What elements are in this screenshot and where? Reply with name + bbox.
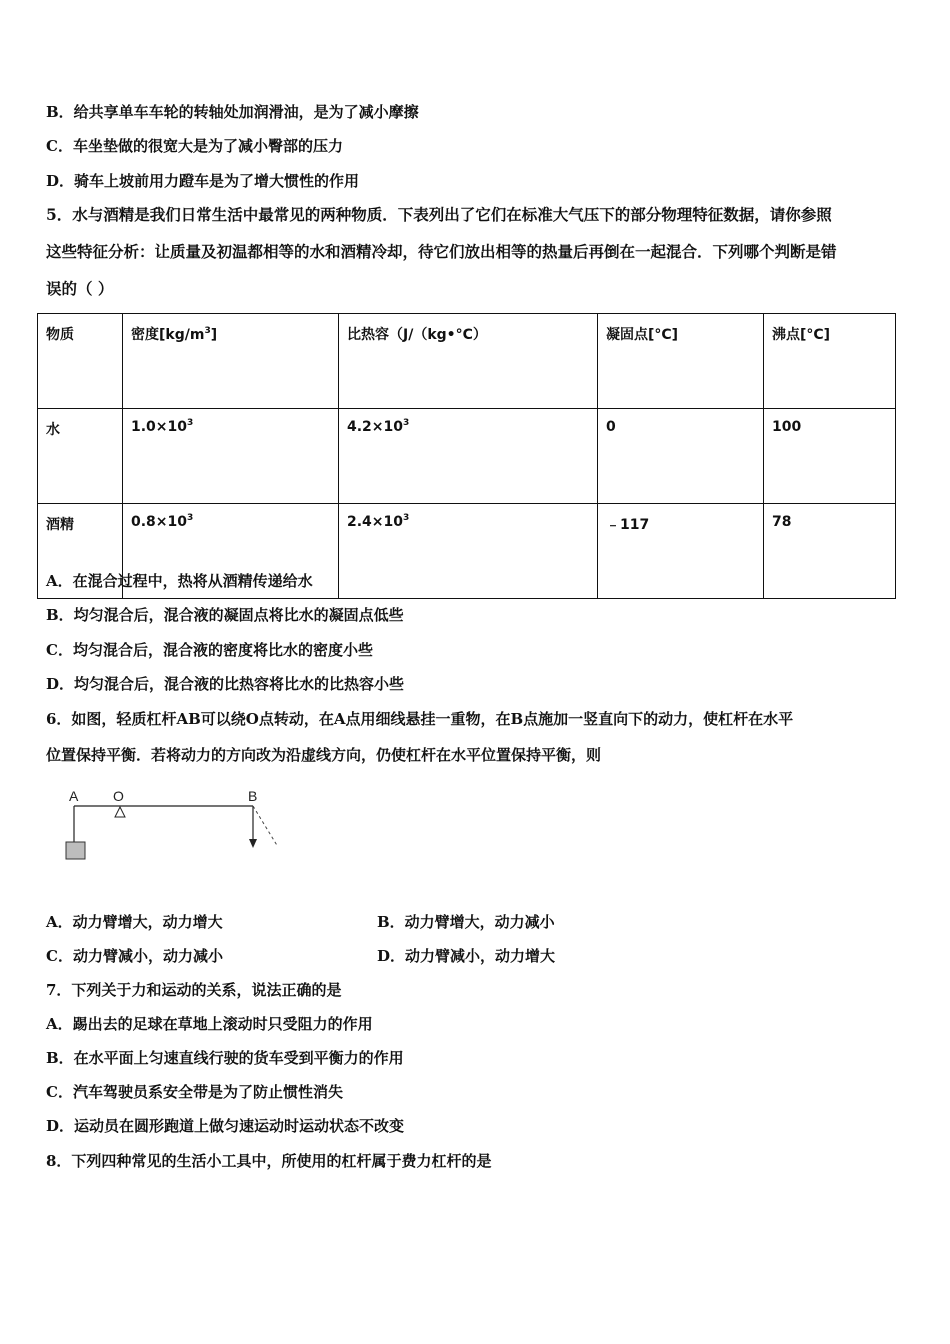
q5-option-d: D．均匀混合后，混合液的比热容将比水的比热容小些 [46,675,405,693]
cell-freeze: 0 [598,409,764,504]
q6-option-d: D．动力臂减小，动力增大 [377,947,556,965]
label-o: O [113,788,124,804]
cell-name: 水 [38,409,123,504]
table-row [38,409,896,504]
header-density: 密度$[kg/m^3]$ [123,314,339,409]
weight-block [66,842,85,859]
q5-stem-line-2: 这些特征分析：让质量及初温都相等的水和酒精冷却，待它们放出相等的热量后再倒在一起混合．下列哪个判断是错 [46,242,837,261]
cell-freeze: ﹣117 [598,504,764,599]
q5-option-b: B．均匀混合后，混合液的凝固点将比水的凝固点低些 [46,606,404,624]
q4-option-d: D．骑车上坡前用力蹬车是为了增大惯性的作用 [46,172,360,190]
q7-option-a: A．踢出去的足球在草地上滚动时只受阻力的作用 [46,1015,373,1033]
q4-option-c: C．车坐垫做的很宽大是为了减小臀部的压力 [46,137,343,155]
lever-diagram [60,785,290,865]
fulcrum-icon [115,807,125,817]
q5-stem-line-3: 误的（ ） [46,279,114,298]
arrow-down-icon [249,839,257,848]
q5-stem-line-1: 5．水与酒精是我们日常生活中最常见的两种物质．下表列出了它们在标准大气压下的部分物理特征数据，请你参照 [46,205,832,224]
q7-option-d: D．运动员在圆形跑道上做匀速运动时运动状态不改变 [46,1117,405,1135]
dashed-force-line [253,806,278,847]
cell-heat: $4.2\times 10^3$ [339,409,598,504]
q6-option-c: C．动力臂减小，动力减小 [46,947,223,965]
q7-stem: 7．下列关于力和运动的关系，说法正确的是 [46,981,342,999]
q5-option-c: C．均匀混合后，混合液的密度将比水的密度小些 [46,641,373,659]
q8-stem: 8．下列四种常见的生活小工具中，所使用的杠杆属于费力杠杆的是 [46,1152,492,1170]
q4-option-b: B．给共享单车车轮的转轴处加润滑油，是为了减小摩擦 [46,103,419,121]
q6-stem-line-2: 位置保持平衡．若将动力的方向改为沿虚线方向，仍使杠杆在水平位置保持平衡，则 [46,746,602,764]
cell-density: $0.8\times 10^3$ [123,504,339,599]
properties-table [37,313,896,599]
cell-boil: 100 [764,409,896,504]
cell-heat: $2.4\times 10^3$ [339,504,598,599]
q5-option-a: A．在混合过程中，热将从酒精传递给水 [46,572,313,590]
header-boiling-point: 沸点[°C] [764,314,896,409]
header-freezing-point: 凝固点[°C] [598,314,764,409]
q7-option-b: B．在水平面上匀速直线行驶的货车受到平衡力的作用 [46,1049,404,1067]
header-specific-heat: 比热容（J/（kg•°C） [339,314,598,409]
cell-density: $1.0\times 10^3$ [123,409,339,504]
header-substance: 物质 [38,314,123,409]
cell-name: 酒精 [38,504,123,599]
q7-option-c: C．汽车驾驶员系安全带是为了防止惯性消失 [46,1083,343,1101]
label-a: A [69,788,79,804]
q6-option-b: B．动力臂增大，动力减小 [377,913,555,931]
q6-option-a: A．动力臂增大，动力增大 [46,913,223,931]
label-b: B [248,788,258,804]
table-header-row [38,314,896,409]
q6-stem-line-1: 6．如图，轻质杠杆AB可以绕O点转动，在A点用细线悬挂一重物，在B点施加一竖直向下的动力，使杠杆在水平 [46,710,794,728]
cell-boil: 78 [764,504,896,599]
